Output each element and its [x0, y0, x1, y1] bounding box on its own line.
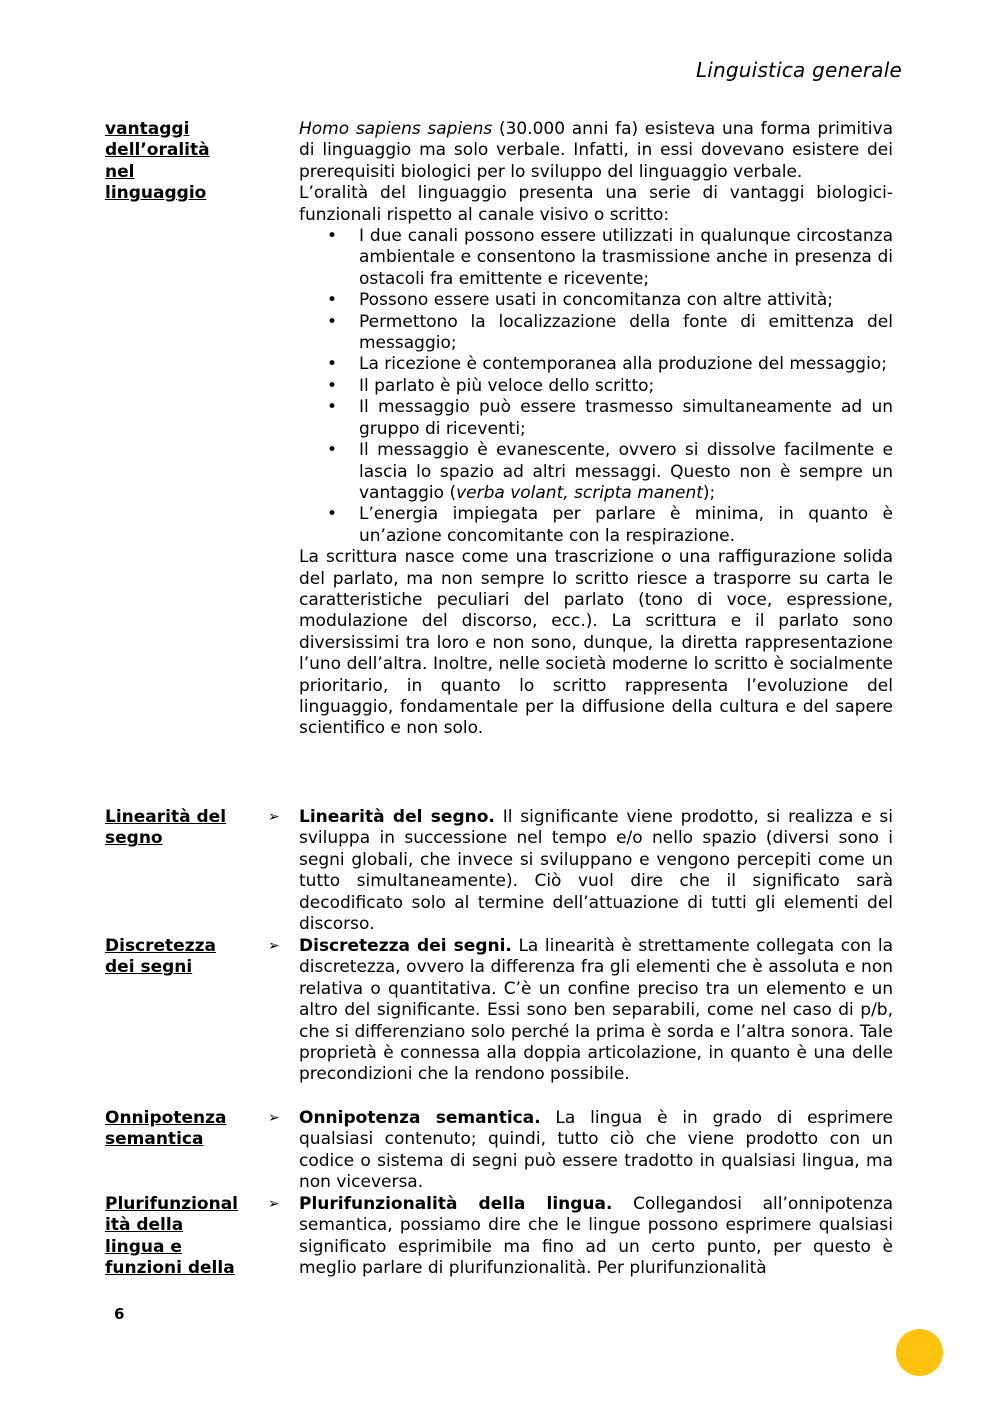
side-label-line: Discretezza	[105, 936, 216, 956]
arrow-bullet-icon: ➢	[268, 1110, 280, 1126]
arrow-bullet-icon: ➢	[268, 809, 280, 825]
list-item-text: );	[702, 482, 716, 503]
plurifunzionalita-paragraph	[299, 1194, 893, 1280]
page-number: 6	[114, 1305, 125, 1323]
side-label-line: linguaggio	[105, 183, 207, 204]
section-linearita-text	[299, 807, 893, 935]
side-label-onnipotenza	[105, 1108, 255, 1151]
latin-quote: verba volant, scripta manent	[456, 482, 703, 503]
discretezza-text: La linearità è strettamente collegata con la discretezza, ovvero la differenza fra gli elementi che è assoluta e non relativa o quantitativa. C’è un confine preciso tra un elemento e un altro del significante. Essi sono ben separabili, come nel caso di p/b, che si differenziano solo perché la prima è sorda e l’altra sonora. Tale proprietà è connessa alla doppia articolazione, in quanto è una delle precondizioni che la rendono possibile.	[299, 936, 893, 1085]
list-item-text: Il messaggio è evanescente, ovvero si dissolve facilmente e lascia lo spazio ad altri messaggi. Questo non è sempre un vantaggio (	[359, 440, 893, 503]
side-label-line: Onnipotenza	[105, 1108, 227, 1128]
plurifunzionalita-heading: Plurifunzionalità della lingua.	[299, 1194, 613, 1214]
side-label-vantaggi	[105, 119, 255, 205]
list-item	[299, 440, 893, 504]
side-label-line: nel	[105, 161, 135, 182]
side-label-linearita	[105, 807, 255, 850]
linearita-text: Il significante viene prodotto, si realizza e si sviluppa in successione nel tempo e/o nello spazio (diversi sono i segni globali, che invece si sviluppano e vengono percepiti come un tutto simultaneamente). Ciò vuol dire che il significato sarà decodificato solo al termine dell’attuazione di tutti gli elementi del discorso.	[299, 807, 894, 935]
side-label-discretezza	[105, 936, 255, 979]
discretezza-paragraph	[299, 936, 893, 1086]
section-onnipotenza-text	[299, 1108, 893, 1194]
section-plurifunzionalita-text	[299, 1194, 893, 1280]
side-label-plurifunzionalita	[105, 1194, 255, 1280]
intro-text: (30.000 anni fa) esisteva una forma primitiva di linguaggio ma solo verbale. Infatti, in essi dovevano esistere dei prerequisiti biologici per lo sviluppo del linguaggio verbale.	[299, 119, 893, 182]
list-item: • Permettono la localizzazione della fonte di emittenza del messaggio;	[299, 312, 893, 355]
side-label-line: dei segni	[105, 957, 193, 978]
linearita-heading: Linearità del segno.	[299, 807, 495, 827]
section-vantaggi-text	[299, 119, 893, 740]
section-discretezza-text	[299, 936, 893, 1086]
list-item: • Il messaggio può essere trasmesso simultaneamente ad un gruppo di riceventi;	[299, 397, 893, 440]
side-label-line: semantica	[105, 1129, 204, 1150]
linearita-paragraph	[299, 807, 893, 935]
yellow-circle-badge	[896, 1329, 943, 1376]
list-item: • La ricezione è contemporanea alla produzione del messaggio;	[299, 354, 893, 375]
side-label-line: Plurifunzional	[105, 1194, 239, 1214]
side-label-line: Linearità del	[105, 807, 227, 827]
orality-intro: L’oralità del linguaggio presenta una serie di vantaggi biologici-funzionali rispetto al canale visivo o scritto:	[299, 183, 893, 225]
side-label-line: segno	[105, 828, 163, 849]
side-label-line: ità della	[105, 1215, 184, 1236]
list-item: • I due canali possono essere utilizzati in qualunque circostanza ambientale e consentono la trasmissione anche in presenza di ostacoli fra emittente e ricevente;	[299, 226, 893, 290]
writing-paragraph: La scrittura nasce come una trascrizione o una raffigurazione solida del parlato, ma non sempre lo scritto riesce a trasporre su carta le caratteristiche peculiari del parlato (tono di voce, espressione, modulazione del discorso, ecc.). La scrittura e il parlato sono diversissimi tra loro e non sono, dunque, la diretta rappresentazione l’uno dell’altra. Inoltre, nelle società moderne lo scritto è socialmente prioritario, in quanto lo scritto rappresenta l’evoluzione del linguaggio, fondamentale per la diffusione della cultura e del sapere scientifico e non solo.	[299, 547, 893, 739]
list-item: • Il parlato è più veloce dello scritto;	[299, 376, 893, 397]
running-header: Linguistica generale	[695, 58, 902, 82]
arrow-bullet-icon: ➢	[268, 1196, 280, 1212]
intro-italic: Homo sapiens sapiens	[299, 119, 493, 139]
arrow-bullet-icon: ➢	[268, 938, 280, 954]
onnipotenza-text: La lingua è in grado di esprimere qualsiasi contenuto; quindi, tutto ciò che viene prodotto con un codice o sistema di segni può essere tradotto in qualsiasi lingua, ma non viceversa.	[299, 1108, 893, 1193]
intro-paragraph	[299, 119, 893, 183]
side-label-line: funzioni della	[105, 1258, 235, 1279]
side-label-line: lingua e	[105, 1236, 182, 1257]
side-label-line: dell’oralità	[105, 140, 210, 161]
advantages-list	[299, 226, 893, 547]
list-item: • Possono essere usati in concomitanza con altre attività;	[299, 290, 893, 311]
side-label-line: vantaggi	[105, 119, 190, 139]
onnipotenza-paragraph	[299, 1108, 893, 1194]
plurifunzionalita-text: Collegandosi all’onnipotenza semantica, possiamo dire che le lingue possono esprimere qualsiasi significato esprimibile ma fino ad un certo punto, per questo è meglio parlare di plurifunzionalità. Per plurifunzionalità	[299, 1194, 893, 1279]
list-item: • L’energia impiegata per parlare è minima, in quanto è un’azione concomitante con la respirazione.	[299, 504, 893, 547]
onnipotenza-heading: Onnipotenza semantica.	[299, 1108, 541, 1128]
discretezza-heading: Discretezza dei segni.	[299, 936, 512, 956]
